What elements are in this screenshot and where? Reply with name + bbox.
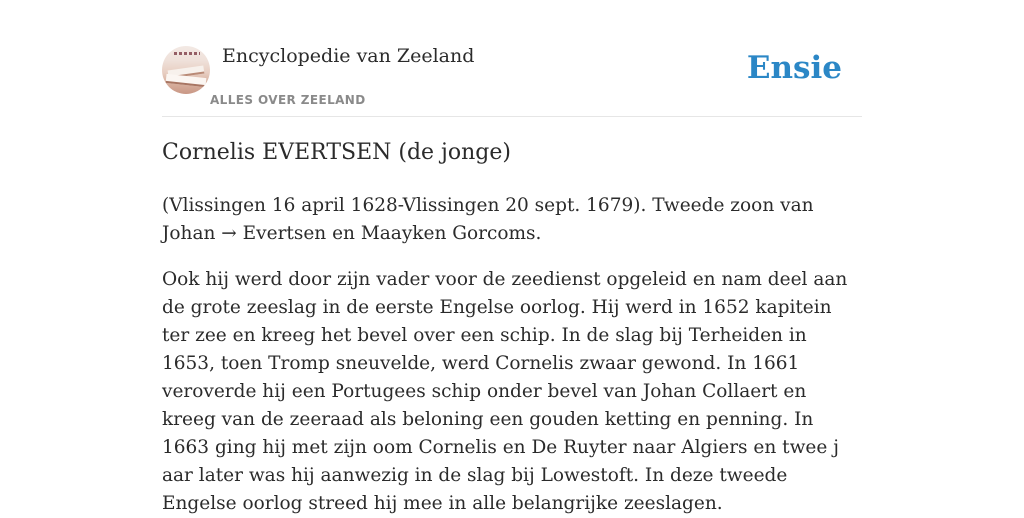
article-paragraph: (Vlissingen 16 april 1628-Vlissingen 20 sept. 1679). Tweede zoon van Johan → Evertsen en Maayken Gorcoms. <box>162 195 814 244</box>
avatar-decoration <box>174 52 200 55</box>
avatar-book-icon <box>166 74 207 87</box>
article-title: Cornelis EVERTSEN (de jonge) <box>162 140 511 165</box>
site-header <box>162 0 862 117</box>
page-content <box>162 0 862 514</box>
encyclopedia-title-link[interactable]: Encyclopedie van Zeeland <box>222 45 475 67</box>
encyclopedia-avatar[interactable] <box>162 46 210 94</box>
ensie-logo[interactable]: Ensie <box>746 50 842 86</box>
article-paragraph: Ook hij werd door zijn vader voor de zeedienst opgeleid en nam deel aan de grote zeeslag in de eerste Engelse oorlog. Hij werd in 1652 kapitein ter zee en kreeg het bevel over een schip. In de slag bij Terheiden in 1653, toen Tromp sneuvelde, werd Cornelis zwaar gewond. In 1661 veroverde hij een Portugees schip onder bevel van Johan Collaert en kreeg van de zeeraad als beloning een gouden ketting en penning. In 1663 ging hij met zijn oom Cornelis en De Ruyter naar Algiers en twee j aar later was hij aanwezig in de slag bij Lowestoft. In deze tweede Engelse oorlog streed hij mee in alle belangrijke zeeslagen. <box>162 269 848 514</box>
encyclopedia-tagline: ALLES OVER ZEELAND <box>210 93 366 107</box>
